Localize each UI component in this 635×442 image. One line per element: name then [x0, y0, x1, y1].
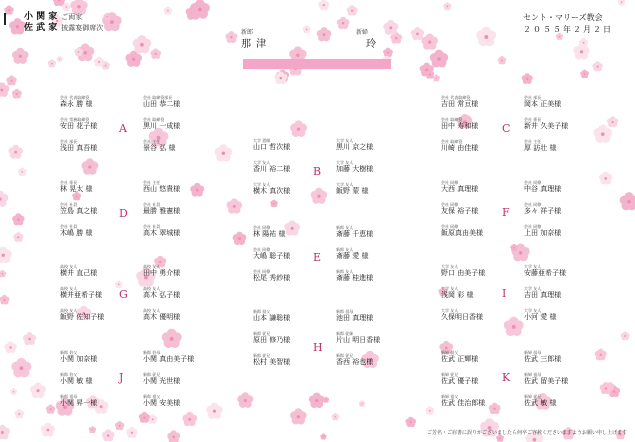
guest-entry	[253, 138, 317, 152]
guest-entry	[143, 95, 207, 109]
guest-name: 高木 翠城様	[143, 229, 181, 237]
guest-entry	[524, 308, 588, 322]
guest-name: 横井 直己様	[60, 269, 98, 277]
guest-name: 小関 昇一様	[60, 399, 98, 407]
guest-entry	[441, 139, 505, 153]
guest-entry	[524, 224, 588, 238]
guest-name: 香川 裕二様	[253, 165, 291, 173]
guest-name: 友保 裕子様	[441, 207, 479, 215]
table-letter: H	[313, 341, 323, 354]
guest-role: 会社 取締役	[143, 117, 165, 122]
guest-entry	[524, 264, 588, 278]
guest-role: 会社 係長	[60, 180, 78, 185]
guest-name: 多々 祥子様	[524, 207, 562, 215]
guest-role: 会社 同僚	[441, 224, 459, 229]
guest-role: 大学 友人	[253, 182, 271, 187]
guest-role: 新郎 伯父	[60, 350, 78, 355]
guest-role: 新婦 叔父	[441, 350, 459, 355]
guest-entry	[253, 331, 317, 345]
guest-role: 会社 社員	[143, 202, 161, 207]
guest-name: 斎藤 桂進様	[336, 274, 374, 282]
guest-entry	[336, 182, 400, 196]
guest-name: 小関 光世様	[143, 377, 181, 385]
seating-title: 披露宴御席次	[61, 24, 104, 32]
guest-name: 厚 訪壮 様	[524, 144, 557, 152]
family-names	[24, 12, 103, 34]
guest-role: 新郎 従兄	[336, 353, 354, 358]
guest-name: 野口 由美子様	[441, 269, 486, 277]
guest-entry	[143, 180, 207, 194]
guest-role: 高校 友人	[60, 286, 78, 291]
family-name-groom: 小 関 家	[24, 12, 58, 22]
guest-name: 吉田 常亘様	[441, 100, 479, 108]
guest-name: 岡本 正美様	[524, 100, 562, 108]
guest-name: 林 晃太 様	[60, 185, 93, 193]
guest-entry	[253, 160, 317, 174]
guest-entry	[143, 286, 207, 300]
guest-name: 片山 明日香様	[336, 336, 381, 344]
guest-name: 池田 真理様	[336, 314, 374, 322]
guest-name: 安田 花子様	[60, 122, 98, 130]
guest-name: 斎藤 愛 様	[336, 252, 369, 260]
table-letter: B	[313, 165, 322, 178]
guest-role: 大学 友人	[441, 264, 459, 269]
guest-entry	[441, 202, 505, 216]
guest-entry	[441, 372, 505, 386]
event-date: ２０５５年２月２日	[523, 25, 613, 34]
guest-name: 木嶋 勝 様	[60, 229, 93, 237]
guest-entry	[524, 95, 588, 109]
guest-name: 小関 安美様	[143, 399, 181, 407]
guest-name: 佐武 優子様	[441, 377, 479, 385]
guest-role: 会社 主任	[143, 180, 161, 185]
guest-role: 会社 同僚	[441, 180, 459, 185]
guest-name: 佐武 佳治郎様	[441, 399, 486, 407]
guest-role: 新郎 祖父	[143, 394, 161, 399]
guest-role: 新郎 友人	[336, 225, 354, 230]
guest-entry	[441, 308, 505, 322]
family-name-bride: 佐 武 家	[24, 23, 58, 33]
guest-entry	[143, 350, 207, 364]
guest-name: 大西 真理様	[441, 185, 479, 193]
guest-entry	[143, 224, 207, 238]
guest-name: 川崎 由佳様	[441, 144, 479, 152]
guest-role: 高校 友人	[143, 286, 161, 291]
guest-entry	[336, 160, 400, 174]
guest-entry	[253, 269, 317, 283]
guest-entry	[60, 308, 124, 322]
guest-name: 佐武 留美子様	[524, 377, 569, 385]
guest-name: 上田 加奈様	[524, 229, 562, 237]
guest-role: 会社 社員	[60, 224, 78, 229]
guest-role: 新郎 従兄	[143, 372, 161, 377]
bride-label: 新婦	[356, 29, 369, 36]
guest-role: 新郎 叔父	[253, 309, 271, 314]
guest-entry	[441, 224, 505, 238]
guest-name: 浅岡 彩 様	[441, 291, 474, 299]
table-letter: J	[119, 371, 124, 384]
guest-role: 大学 友人	[524, 264, 542, 269]
guest-entry	[336, 225, 400, 239]
guest-entry	[336, 309, 400, 323]
guest-role: 高校 友人	[60, 264, 78, 269]
guest-name: 高木 弘子様	[143, 291, 181, 299]
guest-role: 会社 同僚	[253, 247, 271, 252]
family-subtitle: ご両家	[61, 13, 83, 21]
guest-role: 新郎 友人	[336, 247, 354, 252]
guest-name: 佐武 正輝様	[441, 355, 479, 363]
guest-role: 高校 友人	[143, 308, 161, 313]
guest-entry	[441, 350, 505, 364]
guest-name: 香西 裕也様	[336, 358, 374, 366]
guest-entry	[60, 224, 124, 238]
guest-entry	[60, 264, 124, 278]
guest-entry	[253, 309, 317, 323]
guest-entry	[336, 353, 400, 367]
table-letter: E	[313, 251, 322, 264]
guest-role: 新郎 友人	[336, 269, 354, 274]
guest-name: 吉田 真理様	[524, 291, 562, 299]
guest-name: 西山 悠貴様	[143, 185, 181, 193]
guest-name: 小関 加奈様	[60, 355, 98, 363]
guest-entry	[336, 269, 400, 283]
guest-name: 景谷 弘 様	[143, 144, 176, 152]
guest-name: 原田 修乃様	[253, 336, 291, 344]
groom-name: 那 津	[241, 39, 268, 50]
guest-role: 新婦 祖母	[524, 372, 542, 377]
guest-entry	[253, 182, 317, 196]
guest-name: 小関 真由美子様	[143, 355, 195, 363]
guest-entry	[60, 350, 124, 364]
guest-entry	[143, 264, 207, 278]
guest-entry	[60, 286, 124, 300]
guest-role: 会社 部長	[524, 95, 542, 100]
guest-role: 会社 同僚	[524, 180, 542, 185]
guest-entry	[60, 372, 124, 386]
groom-label: 新郎	[241, 29, 254, 36]
guest-role: 大学 友人	[336, 160, 354, 165]
guest-entry	[253, 225, 317, 239]
venue-info	[523, 12, 613, 36]
guest-entry	[524, 180, 588, 194]
table-letter: A	[119, 122, 127, 135]
guest-role: 会社 代表取締役	[60, 95, 90, 100]
table-letter: C	[502, 122, 511, 135]
guest-role: 新郎 伯父	[60, 372, 78, 377]
table-letter: I	[502, 287, 507, 300]
guest-name: 横木 真次様	[253, 187, 291, 195]
guest-role: 大学 友人	[441, 286, 459, 291]
guest-role: 新郎 従兄	[253, 331, 271, 336]
guest-entry	[143, 308, 207, 322]
guest-role: 会社 常務取締役	[60, 117, 90, 122]
guest-role: 大学 友人	[441, 308, 459, 313]
guest-role: 会社 部長	[60, 139, 78, 144]
guest-name: 飯野 蒙 様	[336, 187, 369, 195]
guest-name: 松村 美智様	[253, 358, 291, 366]
guest-role: 新婦 従兄	[441, 372, 459, 377]
guest-entry	[336, 247, 400, 261]
guest-name: 小関 敏 様	[60, 377, 93, 385]
bride-name: 玲	[366, 39, 377, 50]
guest-role: 会社 取締役	[441, 139, 463, 144]
guest-entry	[441, 95, 505, 109]
guest-entry	[143, 202, 207, 216]
guest-name: 飯野 佐知子様	[60, 313, 105, 321]
guest-role: 大学 友人	[336, 182, 354, 187]
guest-entry	[143, 117, 207, 131]
guest-name: 加藤 大樹様	[336, 165, 374, 173]
guest-name: 山本 謙聡様	[253, 314, 291, 322]
guest-role: 新婦 祖父	[441, 394, 459, 399]
guest-name: 横井亜希子様	[60, 291, 102, 299]
guest-entry	[441, 394, 505, 408]
guest-entry	[336, 138, 400, 152]
guest-entry	[143, 394, 207, 408]
guest-entry	[441, 117, 505, 131]
guest-name: 久保明日香様	[441, 313, 483, 321]
guest-name: 小河 愛 様	[524, 313, 557, 321]
guest-role: 会社 主任	[524, 139, 542, 144]
table-letter: F	[502, 206, 510, 219]
guest-role: 会社 取締役部長	[143, 95, 173, 100]
guest-name: 森永 勝 様	[60, 100, 93, 108]
guest-entry	[60, 180, 124, 194]
guest-name: 高木 優明様	[143, 313, 181, 321]
guest-name: 黒川 一成様	[143, 122, 181, 130]
venue-name: セント・マリーズ教会	[523, 13, 603, 22]
guest-entry	[253, 247, 317, 261]
guest-entry	[524, 394, 588, 408]
guest-entry	[336, 331, 400, 345]
guest-entry	[524, 286, 588, 300]
guest-role: 会社 係長	[524, 117, 542, 122]
guest-name: 笠島 真之様	[60, 207, 98, 215]
guest-role: 新郎 従姉	[336, 331, 354, 336]
guest-name: 中谷 真理様	[524, 185, 562, 193]
guest-entry	[524, 372, 588, 386]
guest-entry	[524, 117, 588, 131]
guest-role: 会社 同僚	[441, 202, 459, 207]
guest-role: 大学 友人	[524, 286, 542, 291]
left-accent-bar	[4, 13, 6, 25]
guest-role: 大学 友人	[524, 308, 542, 313]
guest-name: 新井 久美子様	[524, 122, 569, 130]
guest-entry	[60, 139, 124, 153]
head-table	[243, 59, 391, 69]
guest-role: 大学 友人	[253, 160, 271, 165]
guest-name: 田中 勇介様	[143, 269, 181, 277]
guest-entry	[60, 202, 124, 216]
guest-role: 新婦 従兄	[524, 394, 542, 399]
table-letter: D	[119, 207, 128, 220]
guest-name: 佐武 敏 様	[524, 399, 557, 407]
guest-role: 新婦 叔母	[524, 350, 542, 355]
table-letter: K	[502, 371, 511, 384]
guest-entry	[524, 350, 588, 364]
footnote: ご芳名・ご肩書に誤りがございましたら何卒ご容赦くださいますようお願い申し上げます	[426, 430, 627, 436]
guest-role: 会社 同僚	[524, 224, 542, 229]
guest-role: 会社 同僚	[524, 202, 542, 207]
guest-entry	[143, 372, 207, 386]
guest-role: 新郎 叔母	[336, 309, 354, 314]
guest-entry	[60, 95, 124, 109]
guest-role: 会社 同僚	[253, 225, 271, 230]
guest-entry	[253, 353, 317, 367]
guest-name: 林 陽祐 様	[253, 230, 286, 238]
guest-role: 会社 主任	[143, 139, 161, 144]
guest-name: 大嶋 聡子様	[253, 252, 291, 260]
guest-entry	[441, 264, 505, 278]
guest-name: 斎藤 千恵様	[336, 230, 374, 238]
guest-role: 会社 代表取締役	[441, 95, 471, 100]
guest-entry	[524, 202, 588, 216]
guest-entry	[143, 139, 207, 153]
guest-entry	[60, 394, 124, 408]
table-letter: G	[119, 288, 128, 301]
guest-name: 浅田 真吾様	[60, 144, 98, 152]
guest-name: 最勝 雅憲様	[143, 207, 181, 215]
guest-role: 会社 同僚	[253, 269, 271, 274]
guest-role: 大学 友人	[336, 138, 354, 143]
guest-name: 山口 哲次様	[253, 143, 291, 151]
guest-name: 黒川 京之様	[336, 143, 374, 151]
guest-role: 新郎 従兄	[253, 353, 271, 358]
guest-name: 飯原真由美様	[441, 229, 483, 237]
guest-role: 新郎 祖母	[60, 394, 78, 399]
guest-name: 松尾 秀紗様	[253, 274, 291, 282]
guest-role: 高校 友人	[60, 308, 78, 313]
guest-role: 新郎 伯母	[143, 350, 161, 355]
guest-name: 佐武 三郎様	[524, 355, 562, 363]
guest-role: 会社 取締役	[441, 117, 463, 122]
guest-name: 安藤亜希子様	[524, 269, 566, 277]
guest-entry	[441, 286, 505, 300]
guest-entry	[524, 139, 588, 153]
guest-role: 会社 社員	[143, 224, 161, 229]
guest-name: 田中 寿和様	[441, 122, 479, 130]
guest-entry	[441, 180, 505, 194]
guest-name: 山田 恭二様	[143, 100, 181, 108]
guest-role: 会社 社員	[60, 202, 78, 207]
guest-role: 高校 友人	[143, 264, 161, 269]
guest-role: 大学 恩師	[253, 138, 271, 143]
guest-entry	[60, 117, 124, 131]
